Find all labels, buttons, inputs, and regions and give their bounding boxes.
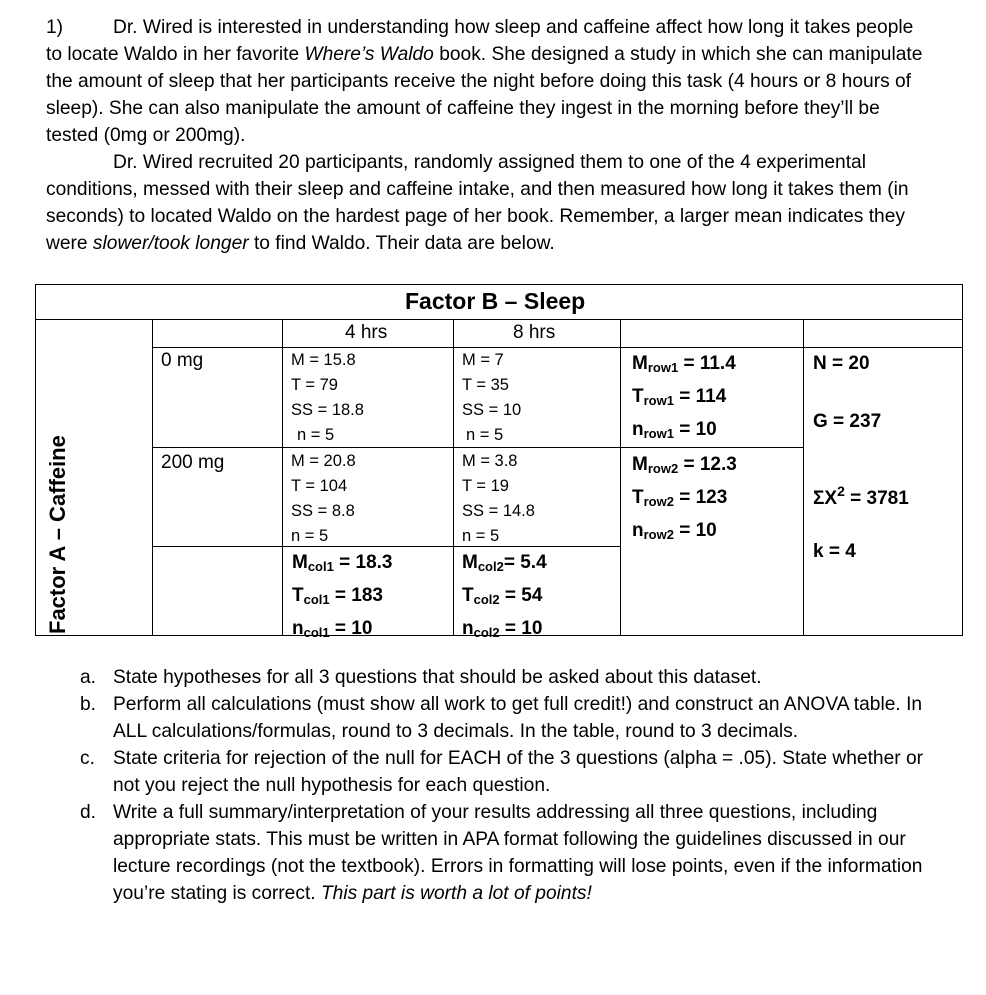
row-totals-0mg: $M_{row1} = 11.4$ $T_{row1} = 114$ $n_{row1} = 10$ [632,353,736,441]
factor-a-title: Factor A – Caffeine [45,435,70,634]
emphasis-text: slower/took longer [92,233,249,254]
list-item: b. Perform all calculations (must show all work to get full credit!) and construct an ANOVA table. In ALL calculations/formulas, round to 3 decimals. In the table, round to 3 decimals. [80,694,923,742]
list-item: d. Write a full summary/interpretation of your results addressing all three questions, including appropriate stats. This must be written in APA format following the guidelines discussed in our lecture recordings (not the textbook). Errors in formatting will lose points, even if the information you’re stating is correct. This part is worth a lot of points! [80,802,923,904]
book-title: Where’s Waldo [304,44,434,65]
grand-g: G = 237 [813,411,882,432]
factor-b-title: Factor B – Sleep [405,288,586,314]
row-label-200mg: 200 mg [161,452,225,473]
data-table [35,284,963,640]
list-item: a. State hypotheses for all 3 questions that should be asked about this dataset. [80,667,762,688]
cell-200mg-8hrs: M = 3.8 T = 19 SS = 14.8 n = 5 [462,452,535,545]
intro-paragraph-2: Dr. Wired recruited 20 participants, randomly assigned them to one of the 4 experimental conditions, messed with their sleep and caffeine intake, and then measured how long it takes them (in seconds) to located Waldo on the hardest page of her book. Remember, a larger mean indicates they were slower/took longer to find Waldo. Their data are below. [46,152,909,254]
row-totals-200mg: $M_{row2} = 12.3$ $T_{row2} = 123$ $n_{row2} = 10$ [632,454,737,542]
cell-200mg-4hrs: M = 20.8 T = 104 SS = 8.8 n = 5 [291,452,356,545]
question-list [80,664,940,907]
col-totals-8hrs: $M_{col2}= 5.4$ $T_{col2} = 54$ $n_{col2} = 10$ [462,552,547,640]
grand-n: N = 20 [813,353,870,374]
grand-sum-x2: $\Sigma X^2 = 3781$ [813,483,909,509]
problem-intro [46,14,926,257]
emphasis-text: This part is worth a lot of points! [320,883,592,904]
row-label-0mg: 0 mg [161,350,204,371]
intro-paragraph-1: 1) Dr. Wired is interested in understanding how sleep and caffeine affect how long it takes people to locate Waldo in her favorite Where’s Waldo book. She designed a study in which she can manipulate the amount of sleep that her participants receive the night before doing this task (4 hours or 8 hours of sleep). She can also manipulate the amount of caffeine they ingest in the morning before they’ll be tested (0mg or 200mg). [46,14,926,149]
cell-0mg-4hrs: M = 15.8 T = 79 SS = 18.8 n = 5 [291,351,364,444]
list-item: c. State criteria for rejection of the null for EACH of the 3 questions (alpha = .05). State whether or not you reject the null hypothesis for each question. [80,748,924,796]
col-header-8hrs: 8 hrs [513,322,556,343]
col-header-4hrs: 4 hrs [345,322,388,343]
cell-0mg-8hrs: M = 7 T = 35 SS = 10 n = 5 [462,351,522,444]
grand-k: k = 4 [813,541,856,562]
col-totals-4hrs: $M_{col1} = 18.3$ $T_{col1} = 183$ $n_{col1} = 10$ [292,552,393,640]
problem-number: 1) [46,17,64,38]
